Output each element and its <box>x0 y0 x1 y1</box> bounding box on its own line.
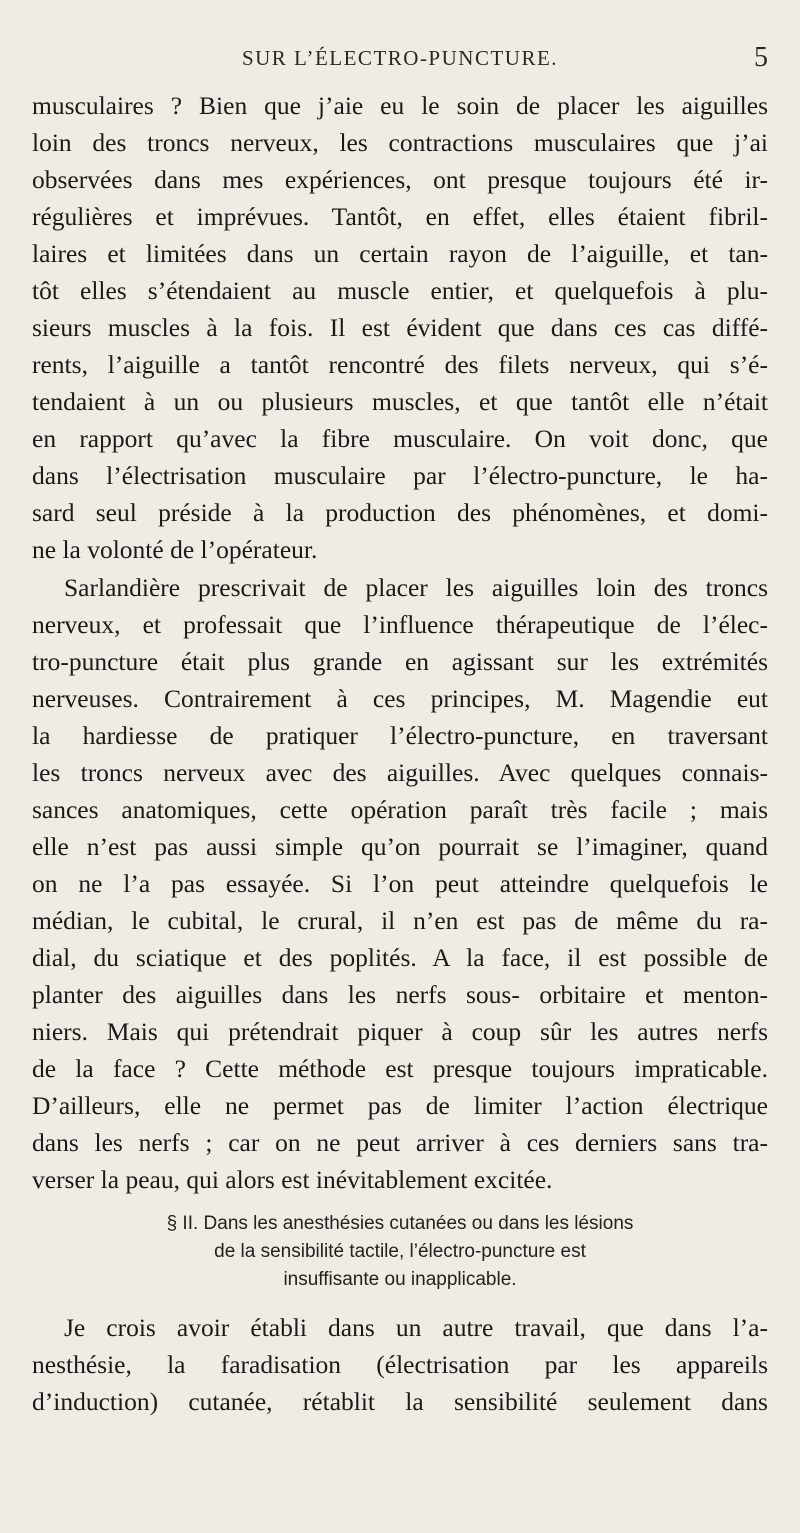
text-line: planter des aiguilles dans les nerfs sous- orbitaire et menton- <box>32 980 768 1009</box>
heading-line: § II. Dans les anesthésies cutanées ou dans les lésions <box>166 1213 634 1234</box>
text-line: la hardiesse de pratiquer l’électro-puncture, en traversant <box>32 721 768 750</box>
text-line: ne la volonté de l’opérateur. <box>32 535 318 564</box>
text-line: rents, l’aiguille a tantôt rencontré des filets nerveux, qui s’é- <box>32 350 768 379</box>
text-line: d’induction) cutanée, rétablit la sensibilité seulement dans <box>32 1387 768 1416</box>
text-line: sances anatomiques, cette opération paraît très facile ; mais <box>32 795 768 824</box>
text-line: observées dans mes expériences, ont presque toujours été ir- <box>32 165 768 194</box>
text-line: Sarlandière prescrivait de placer les aiguilles loin des troncs <box>64 573 768 602</box>
text-line: loin des troncs nerveux, les contractions musculaires que j’ai <box>32 128 768 157</box>
text-line: médian, le cubital, le crural, il n’en est pas de même du ra- <box>32 906 768 935</box>
text-line: verser la peau, qui alors est inévitablement excitée. <box>32 1165 553 1194</box>
text-line: tôt elles s’étendaient au muscle entier, et quelquefois à plu- <box>32 276 768 305</box>
text-line: Je crois avoir établi dans un autre travail, que dans l’a- <box>64 1313 768 1342</box>
text-line: on ne l’a pas essayée. Si l’on peut atteindre quelquefois le <box>32 869 768 898</box>
text-line: elle n’est pas aussi simple qu’on pourrait se l’imaginer, quand <box>32 832 768 861</box>
page-number: 5 <box>754 42 768 73</box>
text-line: tendaient à un ou plusieurs muscles, et que tantôt elle n’était <box>32 387 768 416</box>
text-line: régulières et imprévues. Tantôt, en effet, elles étaient fibril- <box>32 202 768 231</box>
text-line: dans les nerfs ; car on ne peut arriver à ces derniers sans tra- <box>32 1128 768 1157</box>
text-line: dans l’électrisation musculaire par l’électro-puncture, le ha- <box>32 461 768 490</box>
heading-line: insuffisante ou inapplicable. <box>283 1269 517 1290</box>
text-line: nesthésie, la faradisation (électrisation par les appareils <box>32 1350 768 1379</box>
text-line: musculaires ? Bien que j’aie eu le soin de placer les aiguilles <box>32 91 768 120</box>
text-line: de la face ? Cette méthode est presque toujours impraticable. <box>32 1054 768 1083</box>
text-line: tro-puncture était plus grande en agissant sur les extrémités <box>32 647 768 676</box>
text-line: en rapport qu’avec la fibre musculaire. On voit donc, que <box>32 424 768 453</box>
text-line: sard seul préside à la production des phénomènes, et domi- <box>32 498 768 527</box>
text-line: dial, du sciatique et des poplités. A la face, il est possible de <box>32 943 768 972</box>
text-line: nerveux, et professait que l’influence thérapeutique de l’élec- <box>32 610 768 639</box>
running-head <box>30 40 770 80</box>
text-line: nerveuses. Contrairement à ces principes, M. Magendie eut <box>32 684 768 713</box>
text-line: sieurs muscles à la fois. Il est évident que dans ces cas diffé- <box>32 313 768 342</box>
text-line: niers. Mais qui prétendrait piquer à coup sûr les autres nerfs <box>32 1017 768 1046</box>
heading-line: de la sensibilité tactile, l’électro-puncture est <box>214 1241 586 1262</box>
text-line: laires et limitées dans un certain rayon de l’aiguille, et tan- <box>32 239 768 268</box>
running-title: SUR L’ÉLECTRO-PUNCTURE. <box>241 46 559 70</box>
text-line: les troncs nerveux avec des aiguilles. Avec quelques connais- <box>32 758 768 787</box>
text-line: D’ailleurs, elle ne permet pas de limiter l’action électrique <box>32 1091 768 1120</box>
